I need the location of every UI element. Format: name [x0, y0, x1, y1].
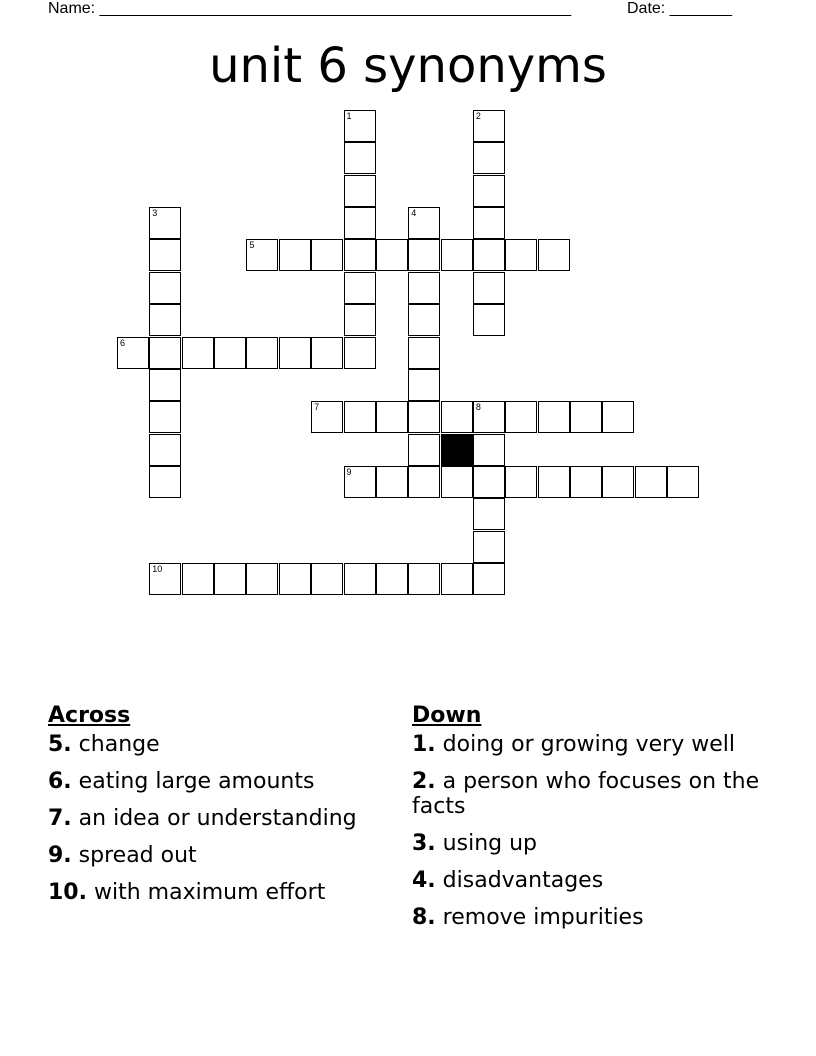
grid-cell[interactable]	[408, 272, 440, 304]
grid-cell[interactable]	[246, 239, 278, 271]
clue-down-3: 3. using up	[412, 831, 537, 856]
grid-cell[interactable]	[344, 175, 376, 207]
grid-cell[interactable]	[376, 466, 408, 498]
grid-cell[interactable]	[441, 239, 473, 271]
grid-cell[interactable]	[408, 239, 440, 271]
grid-cell[interactable]	[376, 563, 408, 595]
grid-cell[interactable]	[279, 337, 311, 369]
grid-cell[interactable]	[344, 563, 376, 595]
grid-cell[interactable]	[408, 369, 440, 401]
grid-cell[interactable]	[344, 304, 376, 336]
clue-across-7: 7. an idea or understanding	[48, 806, 357, 831]
grid-cell[interactable]	[635, 466, 667, 498]
grid-cell[interactable]	[344, 466, 376, 498]
clue-across-9: 9. spread out	[48, 843, 197, 868]
grid-cell[interactable]	[311, 239, 343, 271]
grid-cell[interactable]	[408, 434, 440, 466]
grid-cell[interactable]	[408, 466, 440, 498]
grid-cell[interactable]	[505, 401, 537, 433]
grid-cell[interactable]	[538, 239, 570, 271]
grid-cell[interactable]	[473, 239, 505, 271]
grid-cell[interactable]	[149, 401, 181, 433]
grid-cell[interactable]	[667, 466, 699, 498]
clue-number: 6	[120, 337, 126, 348]
grid-cell[interactable]	[473, 142, 505, 174]
clue-number: 5	[249, 240, 255, 251]
grid-cell[interactable]	[408, 401, 440, 433]
grid-cell[interactable]	[570, 401, 602, 433]
grid-cell[interactable]	[311, 337, 343, 369]
grid-cell[interactable]	[311, 401, 343, 433]
down-heading: Down	[412, 703, 482, 728]
clue-number: 1	[346, 111, 352, 121]
clue-number: 7	[314, 402, 320, 413]
grid-cell[interactable]	[149, 272, 181, 304]
grid-cell[interactable]	[344, 110, 376, 142]
clue-number: 4	[411, 208, 417, 219]
clue-down-1: 1. doing or growing very well	[412, 732, 735, 757]
clue-number: 9	[346, 466, 352, 477]
grid-cell[interactable]	[505, 239, 537, 271]
grid-cell[interactable]	[473, 563, 505, 595]
grid-cell[interactable]	[344, 207, 376, 239]
grid-cell[interactable]	[602, 466, 634, 498]
grid-cell[interactable]	[473, 498, 505, 530]
grid-cell[interactable]	[182, 563, 214, 595]
across-heading: Across	[48, 703, 131, 728]
grid-cell[interactable]	[441, 563, 473, 595]
grid-cell[interactable]	[570, 466, 602, 498]
across-clues	[48, 702, 388, 917]
grid-cell[interactable]	[473, 110, 505, 142]
grid-cell[interactable]	[344, 239, 376, 271]
clue-down-4: 4. disadvantages	[412, 868, 604, 893]
grid-cell[interactable]	[344, 142, 376, 174]
down-clues	[412, 702, 762, 942]
grid-cell[interactable]	[602, 401, 634, 433]
grid-cell[interactable]	[473, 401, 505, 433]
grid-cell[interactable]	[376, 239, 408, 271]
grid-cell[interactable]	[376, 401, 408, 433]
clue-number: 8	[475, 402, 481, 413]
grid-cell[interactable]	[473, 175, 505, 207]
grid-cell[interactable]	[149, 304, 181, 336]
grid-cell[interactable]	[473, 304, 505, 336]
grid-cell[interactable]	[344, 337, 376, 369]
grid-cell[interactable]	[246, 563, 278, 595]
grid-cell[interactable]	[149, 369, 181, 401]
grid-cell[interactable]	[149, 434, 181, 466]
grid-cell[interactable]	[473, 272, 505, 304]
grid-cell[interactable]	[473, 207, 505, 239]
clue-across-5: 5. change	[48, 732, 160, 757]
grid-cell[interactable]	[149, 337, 181, 369]
grid-cell[interactable]	[344, 401, 376, 433]
clue-number: 10	[152, 563, 163, 574]
grid-cell[interactable]	[441, 466, 473, 498]
grid-cell[interactable]	[246, 337, 278, 369]
grid-cell[interactable]	[344, 272, 376, 304]
grid-cell[interactable]	[214, 337, 246, 369]
name-field-label: Name: _____________________________________________________	[48, 0, 572, 17]
grid-cell[interactable]	[408, 337, 440, 369]
grid-cell[interactable]	[473, 466, 505, 498]
grid-cell[interactable]	[473, 531, 505, 563]
grid-cell[interactable]	[311, 563, 343, 595]
clue-number: 2	[475, 111, 481, 121]
grid-cell[interactable]	[149, 563, 181, 595]
grid-cell[interactable]	[408, 304, 440, 336]
grid-cell[interactable]	[408, 563, 440, 595]
grid-cell[interactable]	[149, 466, 181, 498]
grid-cell[interactable]	[214, 563, 246, 595]
grid-cell[interactable]	[117, 337, 149, 369]
grid-cell[interactable]	[505, 466, 537, 498]
grid-cell[interactable]	[538, 466, 570, 498]
clue-down-8: 8. remove impurities	[412, 905, 644, 930]
date-field-label: Date: _______	[627, 0, 732, 17]
clue-down-2: 2. a person who focuses on the facts	[412, 769, 760, 819]
grid-cell[interactable]	[408, 207, 440, 239]
page-title: unit 6 synonyms	[209, 38, 607, 94]
grid-cell[interactable]	[279, 563, 311, 595]
grid-cell[interactable]	[441, 401, 473, 433]
black-square	[441, 434, 473, 466]
grid-cell[interactable]	[538, 401, 570, 433]
clue-across-10: 10. with maximum effort	[48, 880, 326, 905]
grid-cell[interactable]	[473, 434, 505, 466]
grid-cell[interactable]	[149, 239, 181, 271]
grid-cell[interactable]	[279, 239, 311, 271]
grid-cell[interactable]	[182, 337, 214, 369]
grid-cell[interactable]	[149, 207, 181, 239]
clue-across-6: 6. eating large amounts	[48, 769, 315, 794]
clue-number: 3	[152, 208, 158, 219]
